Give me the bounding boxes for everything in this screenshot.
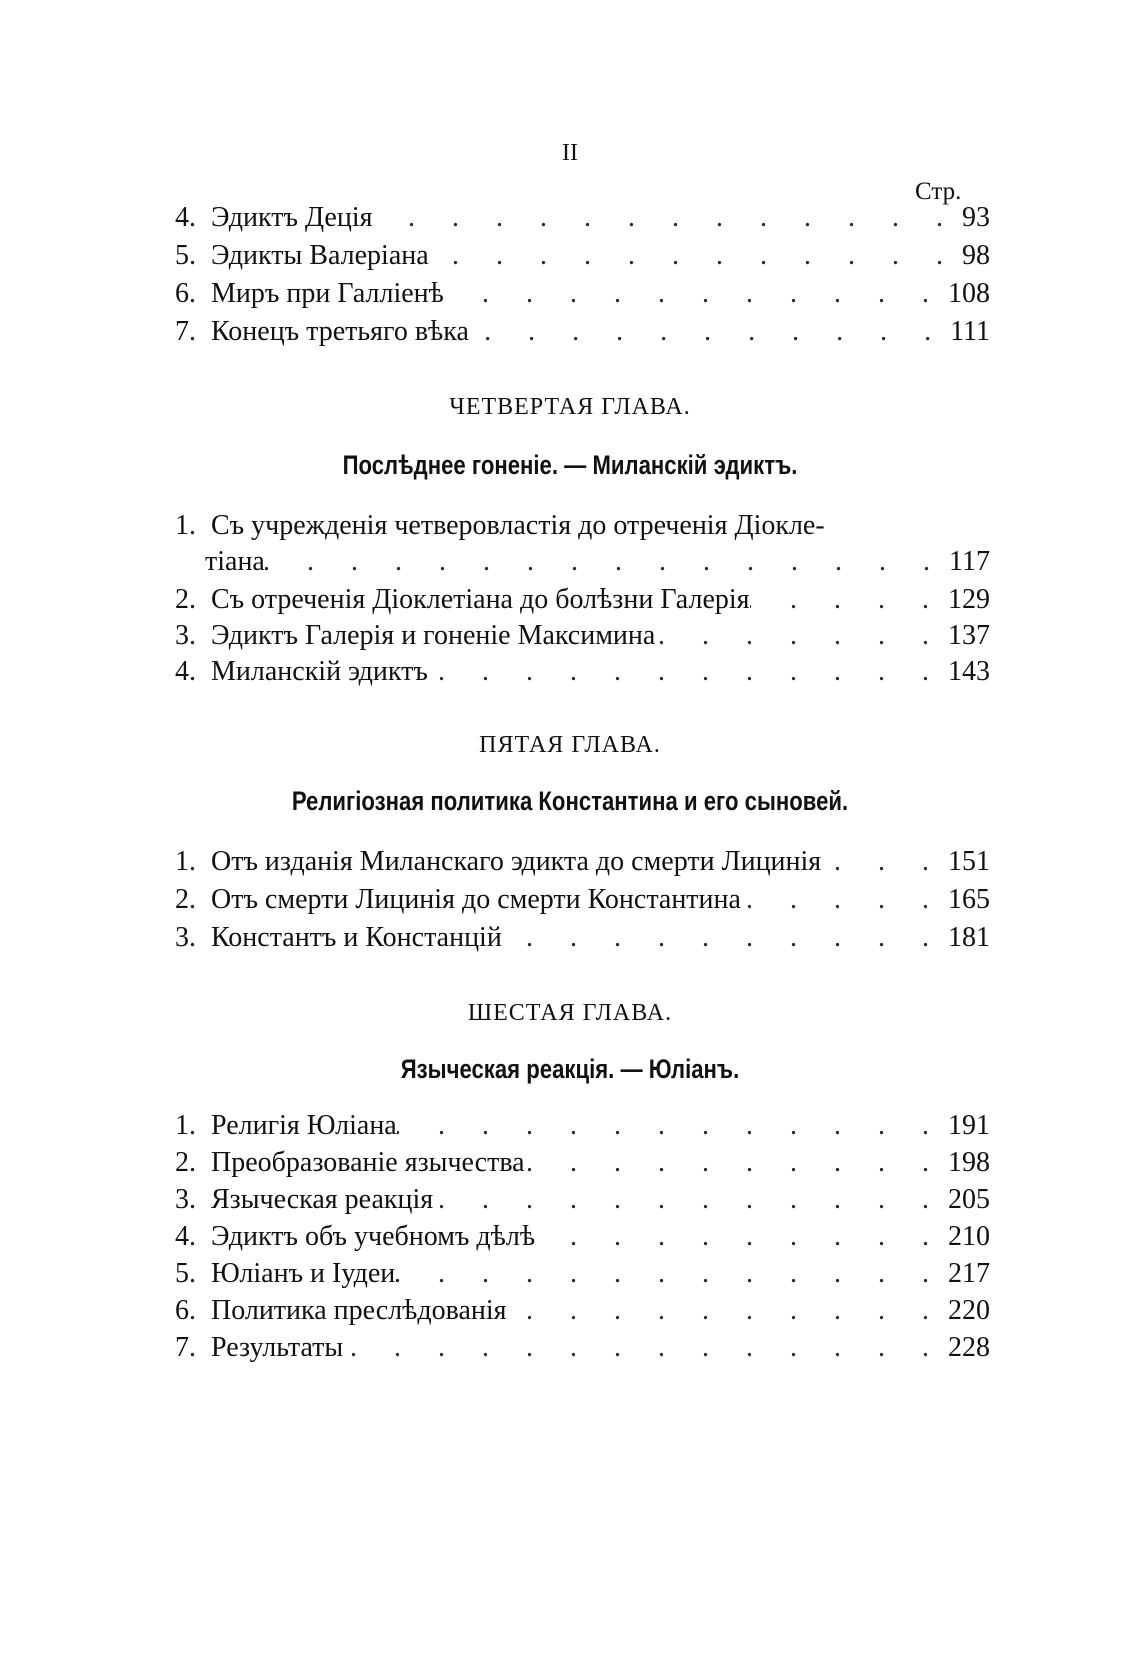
chapter-heading: ЧЕТВЕРТАЯ ГЛАВА. <box>449 394 691 420</box>
entry-page: 151 <box>948 846 990 877</box>
entry-number: 6. <box>175 1295 196 1326</box>
toc-entry <box>175 844 990 880</box>
dot-leader <box>535 1219 944 1255</box>
entry-page: 143 <box>948 656 990 687</box>
entry-number: 7. <box>175 316 196 347</box>
entry-number: 5. <box>175 240 196 271</box>
entry-page: 210 <box>948 1221 990 1252</box>
toc-entry <box>175 276 990 312</box>
chapter-title: Языческая реакція. — Юліанъ. <box>400 1054 740 1084</box>
dot-leader <box>469 314 946 350</box>
entry-number: 5. <box>175 1258 196 1289</box>
entry-page: 117 <box>949 546 990 577</box>
dot-leader <box>433 1182 944 1218</box>
entry-number: 1. <box>175 1110 196 1141</box>
toc-entry <box>175 1182 990 1218</box>
dot-leader <box>502 920 944 956</box>
entry-number: 2. <box>175 584 196 615</box>
entry-title: Эдиктъ Галерія и гоненіе Максимина <box>211 620 656 651</box>
entry-title: Политика преслѣдованія <box>211 1295 507 1326</box>
entry-title: Отъ изданія Миланскаго эдикта до смерти Лицинія <box>211 846 822 877</box>
entry-number: 1. <box>175 846 196 877</box>
dot-leader <box>265 544 945 580</box>
entry-page: 228 <box>948 1332 990 1363</box>
entry-number: 4. <box>175 202 196 233</box>
entry-number: 3. <box>175 620 196 651</box>
entry-title: Миланскій эдиктъ <box>211 656 428 687</box>
entry-title: Религія Юліана <box>211 1110 397 1141</box>
entry-title: Съ учрежденія четверовластія до отреченія Діокле- <box>211 510 825 541</box>
dot-leader <box>343 1330 944 1366</box>
entry-title: Преобразованіе язычества <box>211 1147 525 1178</box>
chapter-heading: ПЯТАЯ ГЛАВА. <box>479 732 661 758</box>
chapter-title: Послѣднее гоненіе. — Миланскій эдиктъ. <box>342 450 798 480</box>
entry-number: 7. <box>175 1332 196 1363</box>
entry-title: Эдикты Валеріана <box>211 240 429 271</box>
entry-number: 6. <box>175 278 196 309</box>
toc-entry <box>175 1145 990 1181</box>
dot-leader <box>655 618 944 654</box>
entry-page: 191 <box>948 1110 990 1141</box>
entry-title: Миръ при Галліенѣ <box>211 278 444 309</box>
toc-entry <box>175 1256 990 1292</box>
entry-title: Результаты <box>211 1332 344 1363</box>
entry-page: 181 <box>948 922 990 953</box>
page-column-label: Стр. <box>915 178 962 205</box>
entry-number: 2. <box>175 884 196 915</box>
toc-entry <box>175 508 990 544</box>
entry-number: 3. <box>175 922 196 953</box>
entry-page: 137 <box>948 620 990 651</box>
entry-page: 165 <box>948 884 990 915</box>
dot-leader <box>397 1108 944 1144</box>
entry-page: 129 <box>948 584 990 615</box>
chapter-heading: ШЕСТАЯ ГЛАВА. <box>467 1000 673 1026</box>
toc-entry <box>175 882 990 918</box>
dot-leader <box>428 654 944 690</box>
entry-title: Юліанъ и Іудеи <box>211 1258 396 1289</box>
dot-leader <box>372 200 958 236</box>
dot-leader <box>395 1256 944 1292</box>
dot-leader <box>750 582 944 618</box>
entry-page: 198 <box>948 1147 990 1178</box>
toc-entry <box>175 654 990 690</box>
toc-entry-continuation <box>205 544 990 580</box>
entry-title: Константъ и Констанцій <box>211 922 502 953</box>
toc-entry <box>175 200 990 236</box>
page-number: II <box>562 140 578 166</box>
toc-entry <box>175 1293 990 1329</box>
entry-title: Эдиктъ объ учебномъ дѣлѣ <box>211 1221 536 1252</box>
entry-page: 220 <box>948 1295 990 1326</box>
toc-entry <box>175 582 990 618</box>
dot-leader <box>444 276 944 312</box>
dot-leader <box>429 238 958 274</box>
toc-entry <box>175 1330 990 1366</box>
toc-entry <box>175 1108 990 1144</box>
entry-number: 4. <box>175 1221 196 1252</box>
entry-page: 205 <box>948 1184 990 1215</box>
entry-title: Эдиктъ Деція <box>211 202 373 233</box>
dot-leader <box>507 1293 944 1329</box>
entry-title-continuation: тіана <box>205 546 265 577</box>
dot-leader <box>821 844 944 880</box>
entry-number: 2. <box>175 1147 196 1178</box>
chapter-title: Религіозная политика Константина и его сыновей. <box>291 786 849 816</box>
entry-number: 3. <box>175 1184 196 1215</box>
entry-page: 98 <box>962 240 990 271</box>
entry-page: 111 <box>950 316 990 347</box>
entry-page: 93 <box>962 202 990 233</box>
entry-title: Языческая реакція <box>211 1184 434 1215</box>
toc-entry <box>175 618 990 654</box>
toc-entry <box>175 920 990 956</box>
dot-leader <box>525 1145 944 1181</box>
entry-page: 217 <box>948 1258 990 1289</box>
dot-leader <box>741 882 944 918</box>
toc-entry <box>175 238 990 274</box>
entry-title: Отъ смерти Лицинія до смерти Константина <box>211 884 741 915</box>
entry-title: Конецъ третьяго вѣка <box>211 316 469 347</box>
toc-entry <box>175 1219 990 1255</box>
entry-title: Съ отреченія Діоклетіана до болѣзни Галерія <box>211 584 750 615</box>
entry-number: 1. <box>175 510 196 541</box>
toc-entry <box>175 314 990 350</box>
entry-page: 108 <box>948 278 990 309</box>
entry-number: 4. <box>175 656 196 687</box>
